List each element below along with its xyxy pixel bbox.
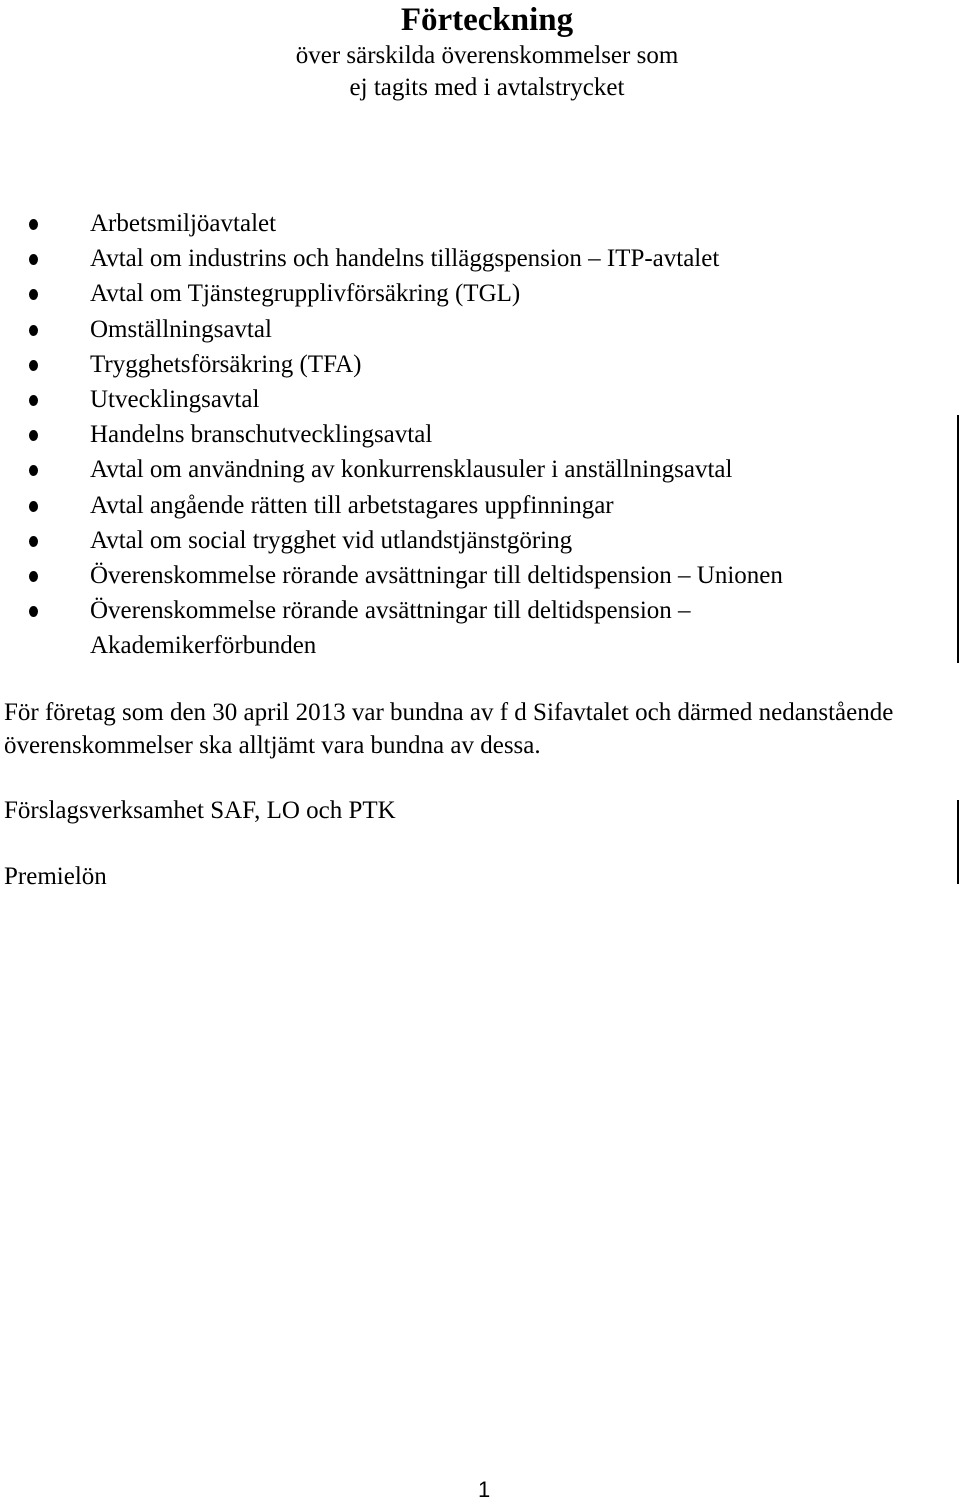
list-item — [0, 452, 920, 487]
bullet-icon — [29, 360, 38, 371]
bullet-icon — [29, 219, 38, 230]
list-item-label: Utvecklingsavtal — [90, 386, 260, 414]
list-item — [0, 347, 920, 382]
agreement-list — [0, 206, 920, 664]
bullet-icon — [29, 430, 38, 441]
document-title: Förteckning — [400, 2, 574, 38]
list-item-label: Överenskommelse rörande avsättningar till deltidspension – Unionen — [90, 562, 783, 590]
document-subtitle-line1: över särskilda överenskommelser som — [295, 42, 679, 69]
bullet-icon — [29, 289, 38, 300]
list-item — [0, 488, 920, 523]
bullet-icon — [29, 254, 38, 265]
list-item — [0, 558, 920, 593]
list-item — [0, 276, 920, 311]
list-item-label: Avtal om användning av konkurrensklausuler i anställningsavtal — [90, 456, 733, 484]
bullet-icon — [29, 571, 38, 582]
list-item — [0, 382, 920, 417]
change-bar — [957, 800, 959, 884]
list-item-label: Avtal om social trygghet vid utlandstjänstgöring — [90, 526, 573, 554]
list-item-label: Överenskommelse rörande avsättningar till deltidspension – Akademikerförbunden — [90, 597, 691, 660]
bullet-icon — [29, 325, 38, 336]
change-bar — [957, 415, 959, 663]
list-item-label: Trygghetsförsäkring (TFA) — [90, 350, 362, 378]
bullet-icon — [29, 501, 38, 512]
bullet-icon — [29, 606, 38, 617]
premielon-item: Premielön — [4, 863, 107, 890]
list-item-label: Avtal angående rätten till arbetstagares uppfinningar — [90, 491, 614, 519]
list-item — [0, 206, 920, 241]
bullet-icon — [29, 536, 38, 547]
list-item — [0, 417, 920, 452]
page-number: 1 — [478, 1477, 491, 1502]
list-item-label: Omställningsavtal — [90, 315, 272, 343]
forslagsverksamhet-item: Förslagsverksamhet SAF, LO och PTK — [4, 797, 396, 824]
list-item — [0, 523, 920, 558]
list-item — [0, 593, 920, 663]
sifavtalet-paragraph: För företag som den 30 april 2013 var bundna av f d Sifavtalet och därmed nedanstående överenskommelser ska alltjämt vara bundna av dessa. — [4, 699, 894, 759]
list-item — [0, 241, 920, 276]
list-item-label: Handelns branschutvecklingsavtal — [90, 421, 433, 449]
list-item-label: Arbetsmiljöavtalet — [90, 210, 277, 237]
list-item — [0, 312, 920, 347]
list-item-label: Avtal om Tjänstegrupplivförsäkring (TGL) — [90, 280, 521, 308]
bullet-icon — [29, 465, 38, 476]
bullet-icon — [29, 395, 38, 406]
list-item-label: Avtal om industrins och handelns tilläggspension – ITP-avtalet — [90, 245, 720, 273]
document-subtitle-line2: ej tagits med i avtalstrycket — [349, 74, 625, 101]
